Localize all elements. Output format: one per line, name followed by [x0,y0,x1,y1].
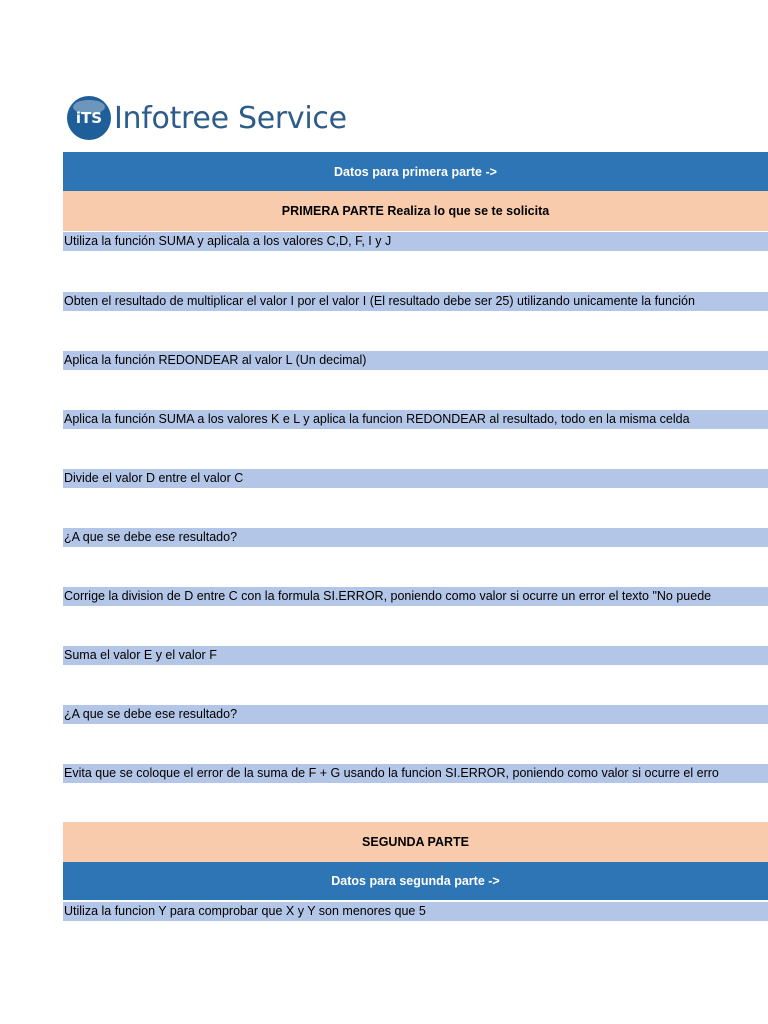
instruction-row: Corrige la division de D entre C con la formula SI.ERROR, poniendo como valor si ocurre un error el texto "No puede [63,587,768,606]
company-logo [67,96,347,140]
instruction-row: Evita que se coloque el error de la suma de F + G usando la funcion SI.ERROR, poniendo como valor si ocurre el erro [63,764,768,783]
logo-mark-icon [67,96,111,140]
logo-text: Infotree Service [114,100,347,136]
part2-title: SEGUNDA PARTE [63,822,768,862]
instruction-row: Suma el valor E y el valor F [63,646,768,665]
instruction-row: Utiliza la función SUMA y aplicala a los valores C,D, F, I y J [63,232,768,251]
instruction-row: Obten el resultado de multiplicar el valor I por el valor I (El resultado debe ser 25) utilizando unicamente la función [63,292,768,311]
instruction-row: ¿A que se debe ese resultado? [63,528,768,547]
instruction-row: Divide el valor D entre el valor C [63,469,768,488]
instruction-row: Aplica la función SUMA a los valores K e L y aplica la funcion REDONDEAR al resultado, todo en la misma celda [63,410,768,429]
logo-mark-text: iTS [75,109,103,127]
instruction-row: Utiliza la funcion Y para comprobar que X y Y son menores que 5 [63,902,768,921]
instruction-row: Aplica la función REDONDEAR al valor L (Un decimal) [63,351,768,370]
part1-title: PRIMERA PARTE Realiza lo que se te solicita [63,191,768,231]
part2-data-header: Datos para segunda parte -> [63,862,768,900]
part1-data-header: Datos para primera parte -> [63,152,768,191]
instruction-row: ¿A que se debe ese resultado? [63,705,768,724]
